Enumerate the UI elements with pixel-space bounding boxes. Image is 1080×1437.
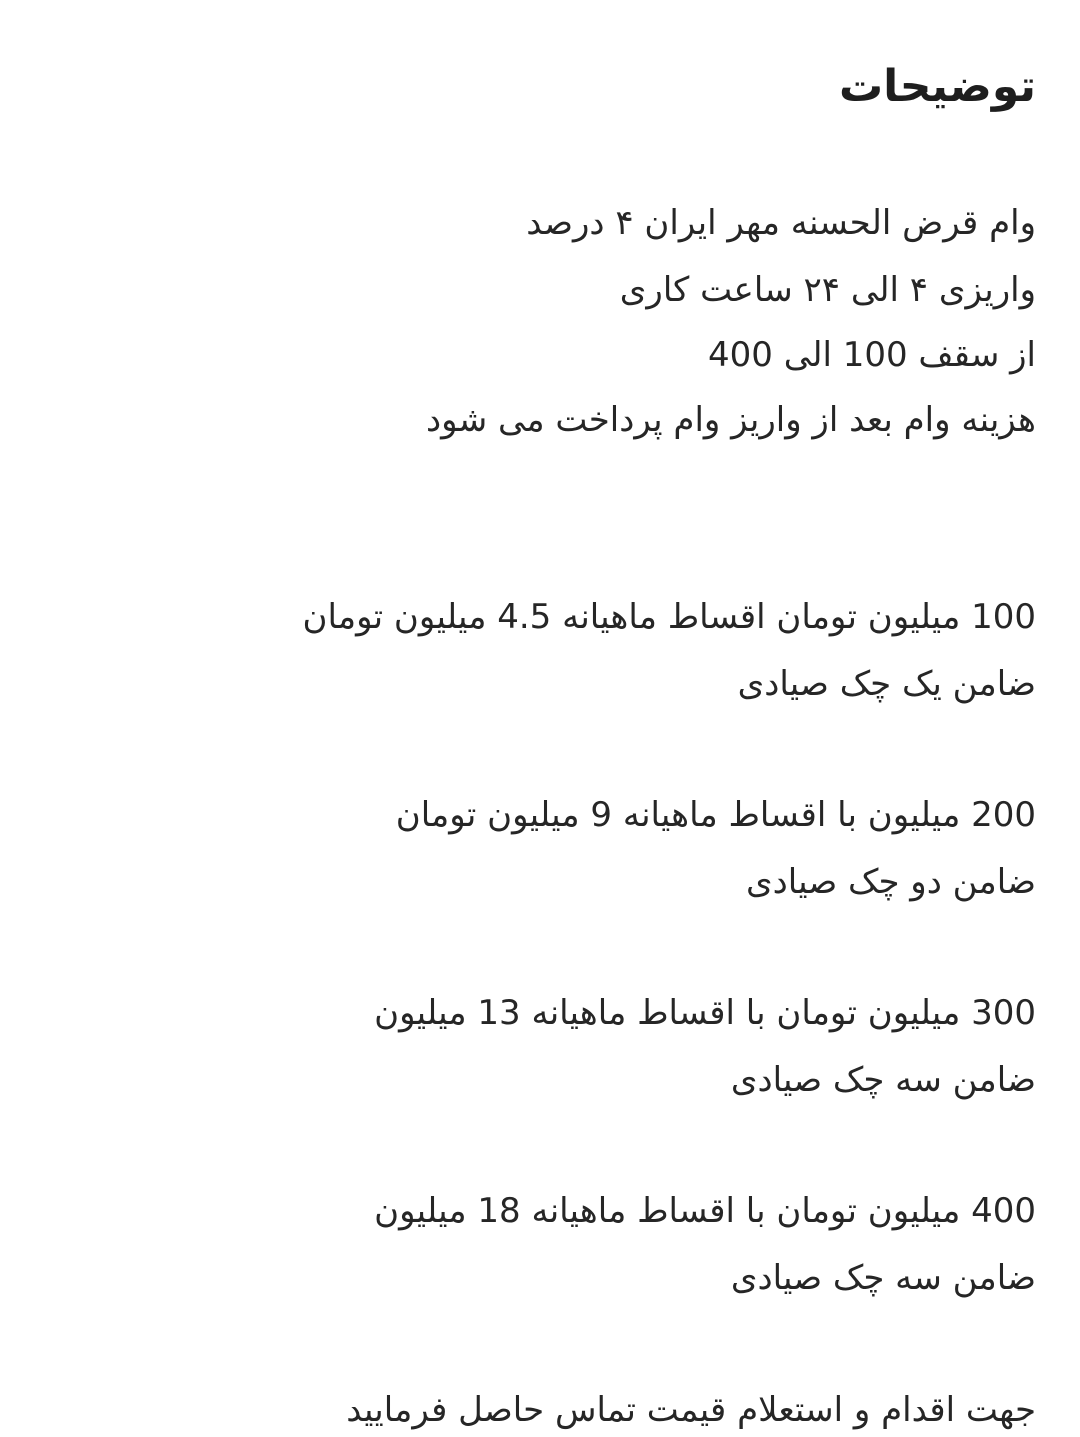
loan-guarantee-line: ضامن یک چک صیادی xyxy=(737,664,1036,704)
loan-guarantee-line: ضامن سه چک صیادی xyxy=(730,1060,1036,1100)
intro-line-ceiling: از سقف 100 الی 400 xyxy=(708,335,1036,375)
loan-guarantee-line: ضامن سه چک صیادی xyxy=(730,1258,1036,1298)
intro-line-fee: هزینه وام بعد از واریز وام پرداخت می شود xyxy=(426,400,1036,440)
loan-amount-line: 100 میلیون تومان اقساط ماهیانه 4.5 میلیون تومان xyxy=(302,597,1036,637)
loan-amount-line: 200 میلیون با اقساط ماهیانه 9 میلیون تومان xyxy=(395,795,1036,835)
intro-line-loan-name: وام قرض الحسنه مهر ایران ۴ درصد xyxy=(526,203,1036,243)
loan-amount-line: 400 میلیون تومان با اقساط ماهیانه 18 میلیون xyxy=(374,1191,1036,1231)
footer-contact-line: جهت اقدام و استعلام قیمت تماس حاصل فرمایید xyxy=(346,1390,1036,1430)
loan-amount-line: 300 میلیون تومان با اقساط ماهیانه 13 میلیون xyxy=(374,993,1036,1033)
intro-line-deposit-time: واریزی ۴ الی ۲۴ ساعت کاری xyxy=(619,270,1036,310)
page-title: توضیحات xyxy=(838,61,1036,112)
loan-guarantee-line: ضامن دو چک صیادی xyxy=(746,862,1036,902)
